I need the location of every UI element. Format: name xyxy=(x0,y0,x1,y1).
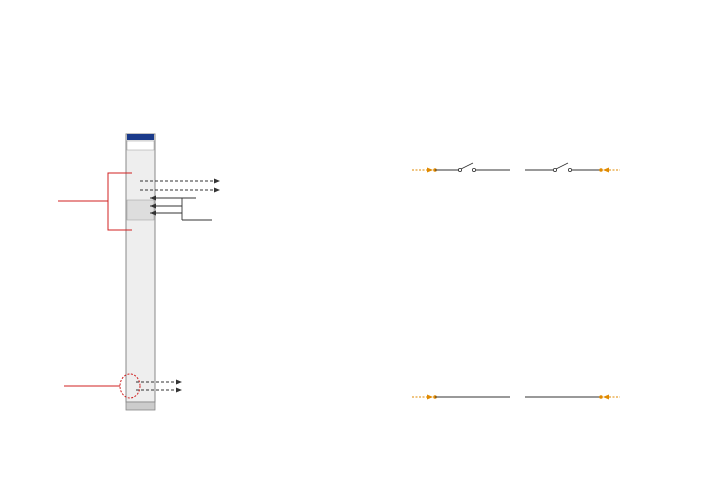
module-base xyxy=(126,402,155,410)
right-common-wire xyxy=(525,395,620,400)
gbus-contacts-callout xyxy=(58,173,132,230)
pnp-input-wire xyxy=(525,163,620,173)
system-power-gnd-arrow xyxy=(214,188,220,193)
npn-switch-contact-b xyxy=(472,168,475,171)
wiring-schematic xyxy=(412,163,620,400)
pnp-switch-blade xyxy=(556,163,568,169)
npn-input-wire xyxy=(412,163,510,173)
pnp-switch-contact-b xyxy=(568,168,571,171)
left-common-arrow xyxy=(427,395,433,400)
right-common-arrow xyxy=(603,395,609,400)
module-header-bar xyxy=(127,134,154,140)
gbus-signal-lines xyxy=(150,196,212,221)
pnp-input-arrow xyxy=(603,168,609,173)
left-common-wire xyxy=(412,395,510,400)
io-module xyxy=(126,134,155,410)
field-power-24v-arrow xyxy=(176,388,182,393)
right-common-dot xyxy=(599,395,603,399)
npn-input-arrow xyxy=(427,168,433,173)
module-label-plate xyxy=(127,141,154,150)
system-power-5v-arrow xyxy=(214,179,220,184)
npn-switch-blade xyxy=(461,163,473,169)
field-power-callout xyxy=(64,374,182,398)
module-body xyxy=(126,134,155,402)
field-power-0v-arrow xyxy=(176,380,182,385)
pnp-input-dot xyxy=(599,168,603,172)
module-divider xyxy=(127,200,154,220)
